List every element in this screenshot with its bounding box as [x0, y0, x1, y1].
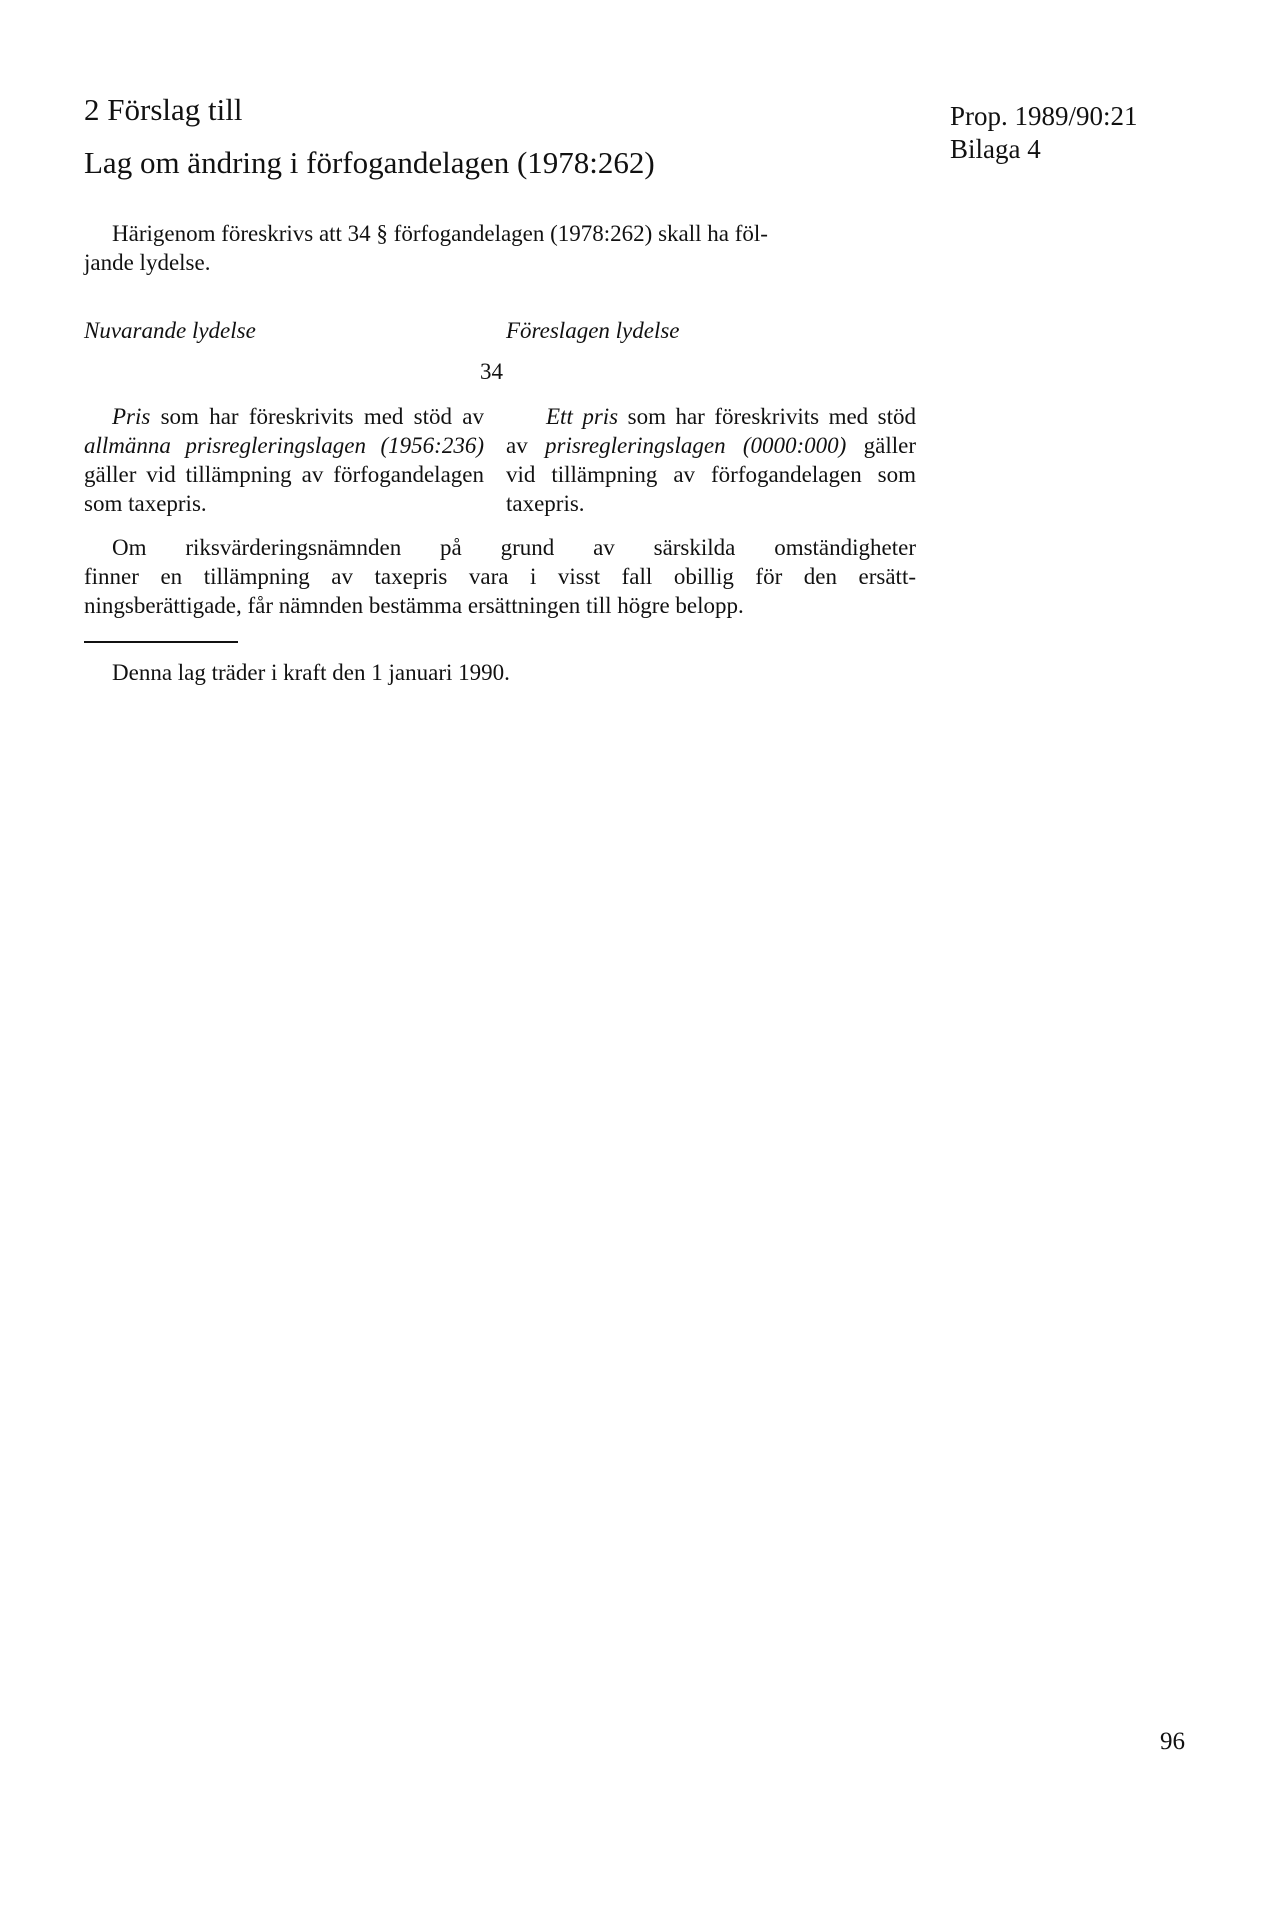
proposed-part-2: gäller vid tillämpning av förfogandelagen som taxepris. [506, 433, 916, 516]
proposed-wording-heading: Föreslagen lydelse [506, 318, 680, 343]
section-title: 2 Förslag till [84, 92, 243, 127]
proposed-wording-text [506, 402, 916, 518]
current-part-2: gäller vid tillämpning av förfogandelagen som taxepris. [84, 462, 484, 516]
proposed-part-1: som har föreskrivits med stöd av [506, 404, 917, 458]
current-prefix: Pris [112, 404, 151, 429]
law-title: Lag om ändring i förfogandelagen (1978:262) [84, 145, 655, 180]
current-wording-heading: Nuvarande lydelse [84, 318, 256, 343]
prop-number: Prop. 1989/90:21 [950, 101, 1138, 131]
common-line-3: ningsberättigade, får nämnden bestämma ersättningen till högre belopp. [84, 593, 744, 618]
current-part-1: som har föreskrivits med stöd av [150, 404, 484, 429]
proposed-prefix: Ett pris [546, 404, 619, 429]
divider-line [84, 641, 238, 643]
paragraph-number: 34 [480, 359, 503, 384]
intro-line-1: Härigenom föreskrivs att 34 § förfogandelagen (1978:262) skall ha föl- [112, 221, 768, 246]
common-line-1: Om riksvärderingsnämnden på grund av särskilda omständigheter [112, 535, 916, 560]
common-paragraph [84, 533, 916, 620]
proposed-law-name: prisregleringslagen (0000:000) [545, 433, 847, 458]
current-wording-text [84, 402, 484, 518]
current-law-name: allmänna prisregleringslagen (1956:236) [84, 433, 484, 458]
common-line-2: finner en tillämpning av taxepris vara i visst fall obillig för den ersätt- [84, 564, 916, 589]
page-number: 96 [1160, 1728, 1185, 1755]
intro-line-2: jande lydelse. [84, 250, 211, 275]
transition-provision: Denna lag träder i kraft den 1 januari 1990. [112, 660, 510, 685]
appendix-label: Bilaga 4 [950, 134, 1041, 164]
